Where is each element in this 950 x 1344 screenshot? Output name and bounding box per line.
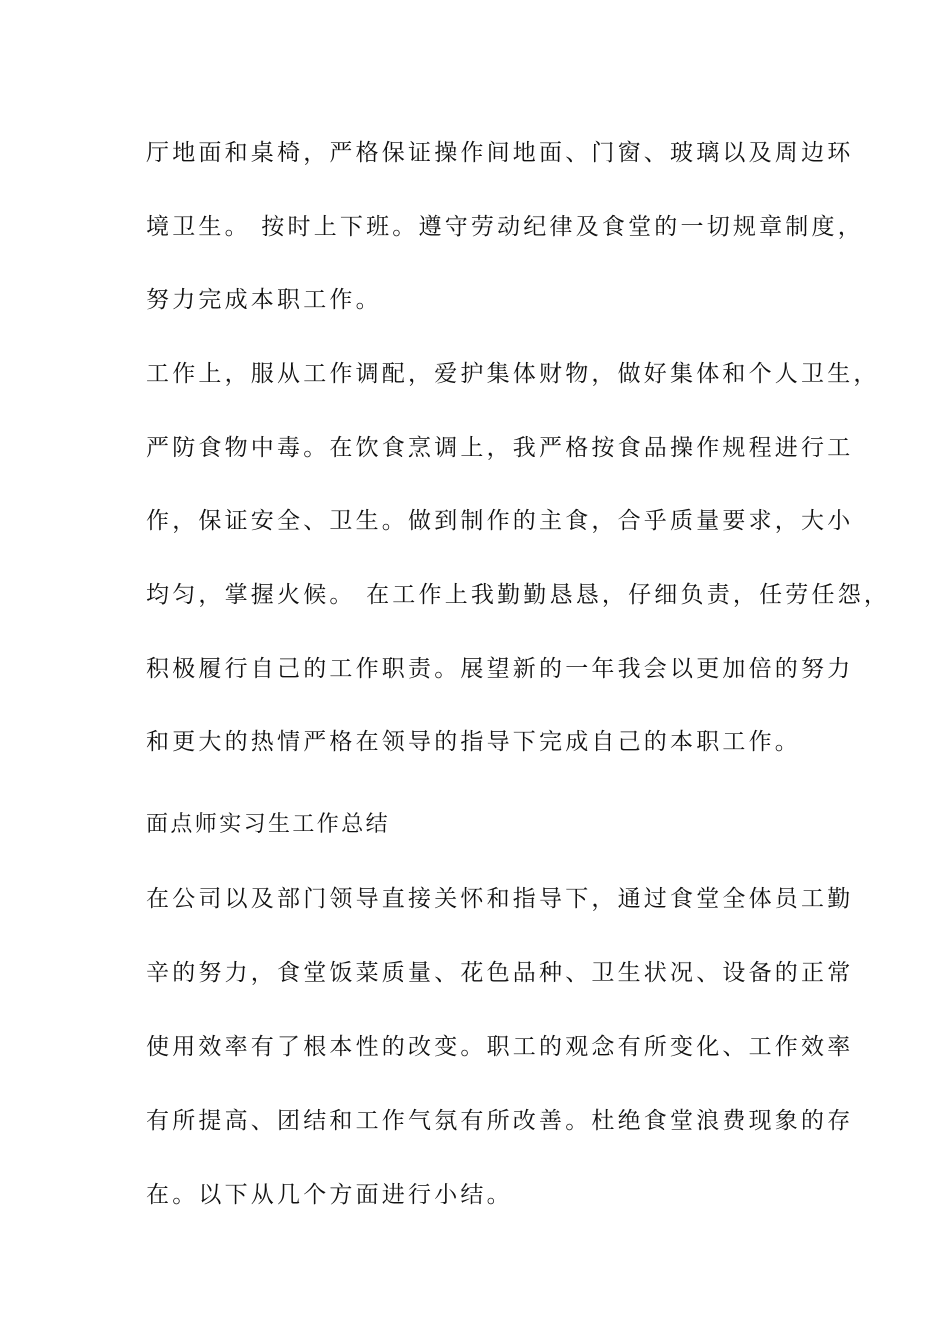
paragraph-line: 积极履行自己的工作职责。展望新的一年我会以更加倍的努力	[146, 656, 854, 682]
paragraph-line: 努力完成本职工作。	[146, 287, 382, 313]
paragraph-line: 和更大的热情严格在领导的指导下完成自己的本职工作。	[146, 729, 801, 755]
paragraph-line: 辛的努力，食堂饭菜质量、花色品种、卫生状况、设备的正常	[146, 960, 854, 986]
paragraph-line: 工作上，服从工作调配，爱护集体财物，做好集体和个人卫生，	[146, 361, 880, 387]
paragraph-line: 严防食物中毒。在饮食烹调上，我严格按食品操作规程进行工	[146, 435, 854, 461]
paragraph-line: 厅地面和桌椅，严格保证操作间地面、门窗、玻璃以及周边环	[146, 140, 854, 166]
paragraph-line: 在。以下从几个方面进行小结。	[146, 1182, 513, 1208]
paragraph-line: 作，保证安全、卫生。做到制作的主食，合乎质量要求，大小	[146, 508, 854, 534]
paragraph-line: 使用效率有了根本性的改变。职工的观念有所变化、工作效率	[146, 1034, 854, 1060]
paragraph-line: 在公司以及部门领导直接关怀和指导下，通过食堂全体员工勤	[146, 886, 854, 912]
paragraph-line: 有所提高、团结和工作气氛有所改善。杜绝食堂浪费现象的存	[146, 1108, 854, 1134]
section-heading: 面点师实习生工作总结	[146, 812, 391, 837]
paragraph-line: 境卫生。 按时上下班。遵守劳动纪律及食堂的一切规章制度，	[146, 214, 864, 240]
paragraph-line: 均匀，掌握火候。 在工作上我勤勤恳恳，仔细负责，任劳任怨，	[146, 582, 891, 608]
